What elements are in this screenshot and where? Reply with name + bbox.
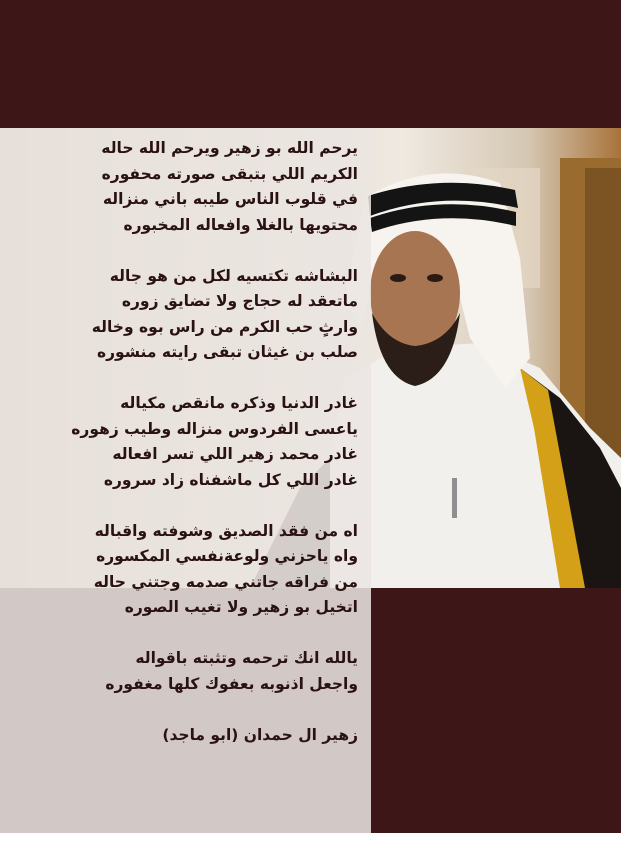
poem-line: اه من فقد الصديق وشوفته واقباله [94,521,358,540]
poem-line: غادر محمد زهير اللي تسر افعاله [112,445,358,463]
poem-line: غادر الدنيا وذكره مانقص مكياله [120,394,358,412]
stanza-1 [0,136,358,238]
poem-line: اتخيل بو زهير ولا تغيب الصوره [124,598,358,616]
poem-line: محتويها بالغلا وافعاله المخبوره [123,215,358,234]
poem-line: غادر اللي كل ماشفناه زاد سروره [103,470,358,489]
poem-text [0,136,358,748]
poem-line: وارثٍ حب الكرم من راس بوه وخاله [91,317,358,336]
stanza-4 [0,519,358,621]
poem-line: يالله انك ترحمه وتثبته باقواله [135,649,358,667]
stanza-3 [0,391,358,493]
poem-line: واجعل اذنوبه بعفوك كلها مغفوره [105,674,358,693]
poet-signature: زهير ال حمدان (ابو ماجد) [162,725,358,744]
stanza-2 [0,264,358,366]
poem-line: ياعسى الفردوس منزاله وطيب زهوره [71,419,358,438]
poem-line: في قلوب الناس طيبه باني منزاله [102,190,358,208]
poem-line: صلب بن غيثان تبقى رايته منشوره [96,343,358,361]
stanza-5 [0,646,358,697]
poem-line: البشاشه تكتسيه لكل من هو جاله [109,266,358,285]
poem-line: واه ياحزني ولوعةنفسي المكسوره [96,547,358,565]
poem-line: الكريم اللي بتبقى صورته محفوره [101,164,358,183]
poem-line: من فراقه جاتني صدمه وجتني حاله [93,572,358,591]
poem-line: ماتعقد له حجاج ولا تضايق زوره [121,292,358,310]
poem-line: يرحم الله بو زهير ويرحم الله حاله [101,139,358,157]
pocket-pen [452,478,457,518]
bottom-white-strip [0,833,621,851]
